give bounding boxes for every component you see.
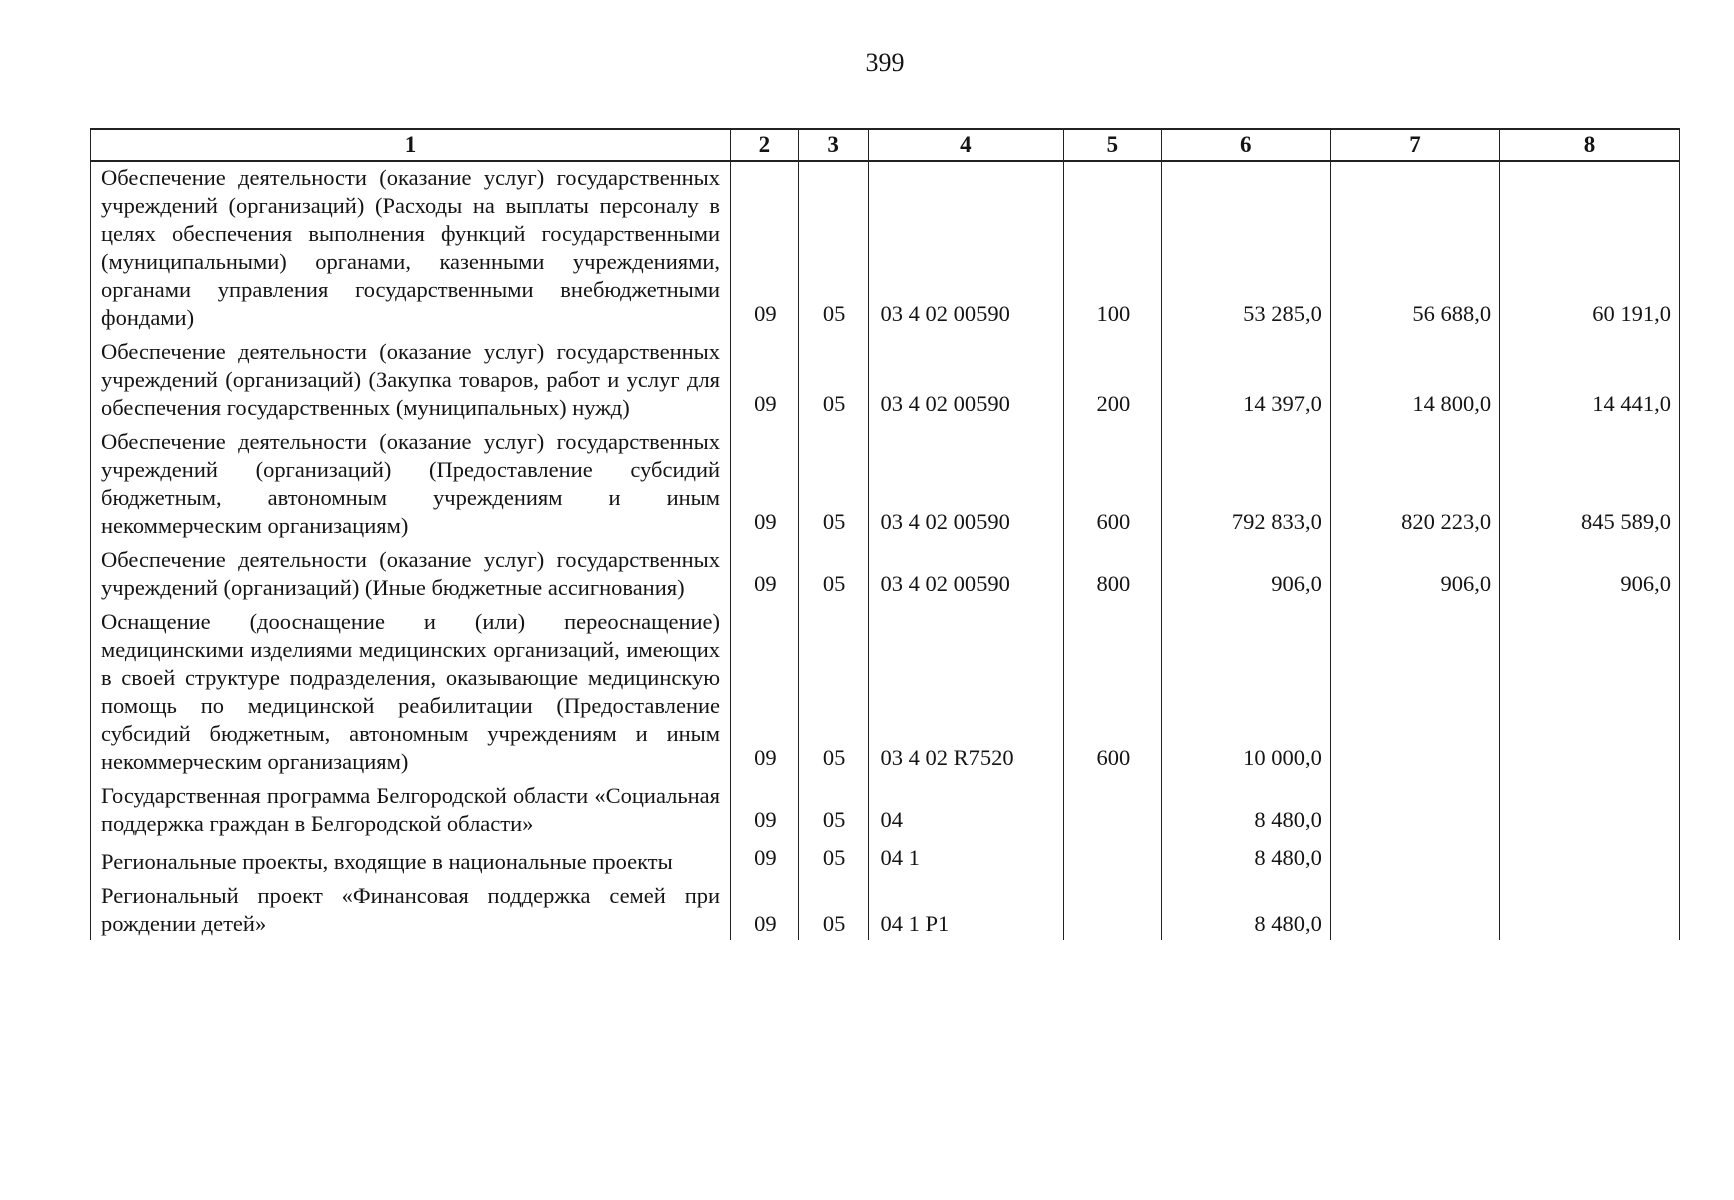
row-amount-col8: 906,0 [1500, 544, 1680, 606]
row-target-code: 03 4 02 00590 [868, 161, 1064, 336]
row-expense-type [1064, 880, 1161, 940]
row-expense-type: 100 [1064, 161, 1161, 336]
row-subsection: 05 [798, 336, 868, 426]
table-row [91, 426, 1680, 544]
row-name: Региональные проекты, входящие в национальные проекты [91, 842, 731, 880]
table-row [91, 606, 1680, 780]
row-expense-type: 800 [1064, 544, 1161, 606]
row-amount-col7 [1330, 842, 1499, 880]
row-name: Обеспечение деятельности (оказание услуг) государственных учреждений (организаций) (Закупка товаров, работ и услуг для обеспечения государственных (муниципальных) нужд) [91, 336, 731, 426]
row-expense-type: 600 [1064, 606, 1161, 780]
header-col-5: 5 [1064, 129, 1161, 161]
row-amount-col8: 845 589,0 [1500, 426, 1680, 544]
row-amount-col8 [1500, 606, 1680, 780]
row-amount-col8 [1500, 780, 1680, 842]
table-row [91, 336, 1680, 426]
header-col-4: 4 [868, 129, 1064, 161]
row-subsection: 05 [798, 842, 868, 880]
row-target-code: 03 4 02 00590 [868, 544, 1064, 606]
row-section: 09 [731, 780, 799, 842]
row-section: 09 [731, 880, 799, 940]
row-amount-col8 [1500, 842, 1680, 880]
header-col-7: 7 [1330, 129, 1499, 161]
row-subsection: 05 [798, 606, 868, 780]
row-subsection: 05 [798, 161, 868, 336]
row-amount-col7 [1330, 780, 1499, 842]
row-expense-type: 200 [1064, 336, 1161, 426]
row-amount-col6: 792 833,0 [1161, 426, 1330, 544]
row-section: 09 [731, 606, 799, 780]
row-target-code: 03 4 02 R7520 [868, 606, 1064, 780]
budget-table [90, 128, 1680, 940]
row-amount-col7: 14 800,0 [1330, 336, 1499, 426]
row-amount-col8: 60 191,0 [1500, 161, 1680, 336]
row-amount-col7: 56 688,0 [1330, 161, 1499, 336]
table-row [91, 780, 1680, 842]
row-amount-col6: 8 480,0 [1161, 780, 1330, 842]
row-name: Региональный проект «Финансовая поддержка семей при рождении детей» [91, 880, 731, 940]
row-amount-col7 [1330, 880, 1499, 940]
table-header-row [91, 129, 1680, 161]
row-amount-col7: 906,0 [1330, 544, 1499, 606]
row-name: Оснащение (дооснащение и (или) переоснащение) медицинскими изделиями медицинских организаций, имеющих в своей структуре подразделения, оказывающие медицинскую помощь по медицинской реабилитации (Предоставление субсидий бюджетным, автономным учреждениям и иным некоммерческим организациям) [91, 606, 731, 780]
row-amount-col6: 906,0 [1161, 544, 1330, 606]
table-row [91, 544, 1680, 606]
row-amount-col7: 820 223,0 [1330, 426, 1499, 544]
header-col-8: 8 [1500, 129, 1680, 161]
row-amount-col6: 53 285,0 [1161, 161, 1330, 336]
row-target-code: 04 1 [868, 842, 1064, 880]
row-name: Обеспечение деятельности (оказание услуг) государственных учреждений (организаций) (Иные бюджетные ассигнования) [91, 544, 731, 606]
row-amount-col6: 14 397,0 [1161, 336, 1330, 426]
row-name: Государственная программа Белгородской области «Социальная поддержка граждан в Белгородской области» [91, 780, 731, 842]
row-target-code: 04 1 P1 [868, 880, 1064, 940]
row-subsection: 05 [798, 880, 868, 940]
row-amount-col8: 14 441,0 [1500, 336, 1680, 426]
row-target-code: 03 4 02 00590 [868, 426, 1064, 544]
row-expense-type [1064, 842, 1161, 880]
header-col-6: 6 [1161, 129, 1330, 161]
header-col-3: 3 [798, 129, 868, 161]
row-section: 09 [731, 336, 799, 426]
header-col-1: 1 [91, 129, 731, 161]
row-section: 09 [731, 842, 799, 880]
table-row [91, 880, 1680, 940]
row-section: 09 [731, 426, 799, 544]
table-row [91, 842, 1680, 880]
row-amount-col6: 8 480,0 [1161, 842, 1330, 880]
row-subsection: 05 [798, 544, 868, 606]
row-subsection: 05 [798, 426, 868, 544]
header-col-2: 2 [731, 129, 799, 161]
row-amount-col8 [1500, 880, 1680, 940]
row-subsection: 05 [798, 780, 868, 842]
row-expense-type [1064, 780, 1161, 842]
table-row [91, 161, 1680, 336]
row-amount-col6: 10 000,0 [1161, 606, 1330, 780]
row-section: 09 [731, 544, 799, 606]
row-target-code: 03 4 02 00590 [868, 336, 1064, 426]
row-amount-col7 [1330, 606, 1499, 780]
page-number: 399 [865, 48, 905, 77]
row-amount-col6: 8 480,0 [1161, 880, 1330, 940]
row-section: 09 [731, 161, 799, 336]
row-name: Обеспечение деятельности (оказание услуг) государственных учреждений (организаций) (Предоставление субсидий бюджетным, автономным учреждениям и иным некоммерческим организациям) [91, 426, 731, 544]
row-name: Обеспечение деятельности (оказание услуг) государственных учреждений (организаций) (Расходы на выплаты персоналу в целях обеспечения выполнения функций государственными (муниципальными) органами, казенными учреждениями, органами управления государственными внебюджетными фондами) [91, 161, 731, 336]
row-target-code: 04 [868, 780, 1064, 842]
row-expense-type: 600 [1064, 426, 1161, 544]
